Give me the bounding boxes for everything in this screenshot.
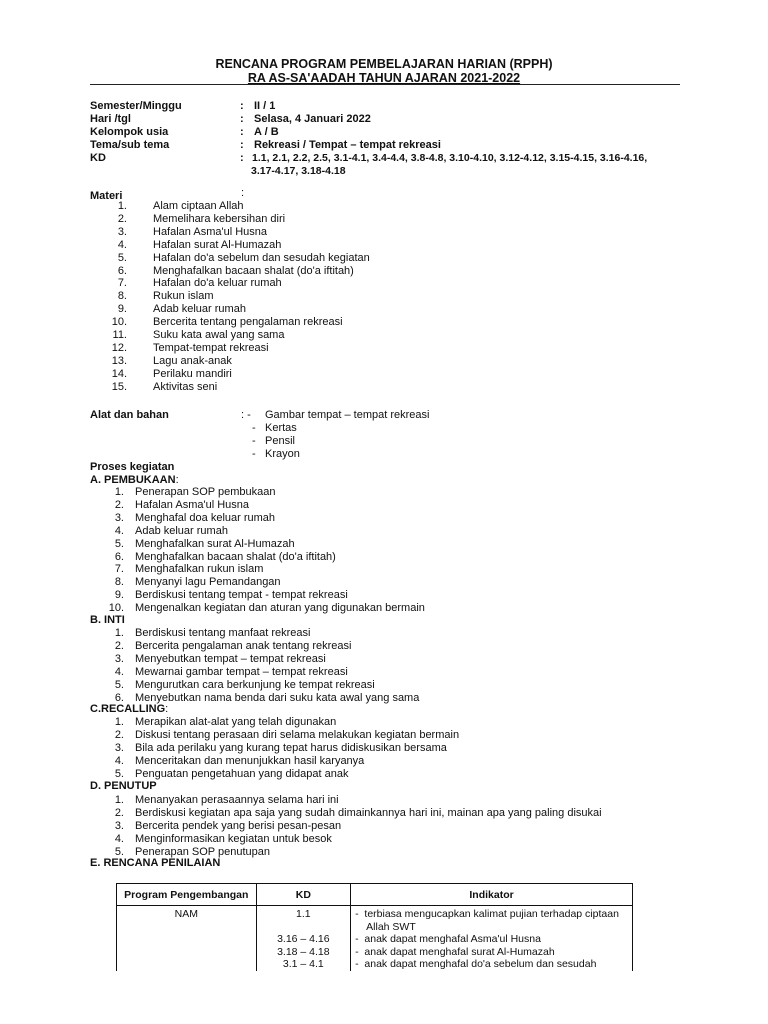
info-colon: : <box>240 139 244 151</box>
list-item: Suku kata awal yang sama <box>153 329 285 341</box>
info-colon: : <box>240 113 244 125</box>
info-value-hari: Selasa, 4 Januari 2022 <box>254 113 371 125</box>
list-item-number: 6. <box>114 550 124 563</box>
list-item: Alam ciptaan Allah <box>153 200 244 212</box>
kd-value: 3.1 – 4.1 <box>282 958 324 970</box>
list-item: Perilaku mandiri <box>153 367 232 380</box>
list-item: Mengurutkan cara berkunjung ke tempat rekreasi <box>135 678 375 691</box>
indikator-line: - anak dapat menghafal surat Al-Humazah <box>355 945 555 958</box>
kd-value: 1.1 <box>296 908 311 920</box>
proses-label: Proses kegiatan <box>90 461 175 473</box>
indikator-line: - anak dapat menghafal do'a sebelum dan sesudah <box>355 958 597 970</box>
list-item: Berdiskusi tentang manfaat rekreasi <box>135 627 311 639</box>
list-item: Hafalan Asma'ul Husna <box>153 225 267 238</box>
list-item: Penguatan pengetahuan yang didapat anak <box>135 767 349 780</box>
list-item-number: 7. <box>117 277 127 290</box>
list-item-number: 4. <box>114 665 124 678</box>
indikator-line: Allah SWT <box>355 920 416 933</box>
list-item-number: 15. <box>111 380 127 393</box>
list-item-number: 6. <box>117 264 127 277</box>
list-item-number: 8. <box>117 290 127 303</box>
list-item-number: 3. <box>117 225 127 238</box>
list-item: Menghafalkan rukun islam <box>135 563 264 576</box>
info-colon: : <box>240 126 244 138</box>
list-item-number: 12. <box>111 341 127 354</box>
pembukaan-label: A. PEMBUKAAN <box>90 474 176 486</box>
list-item-number: 3. <box>114 741 124 754</box>
alat-item: Krayon <box>265 448 300 460</box>
materi-colon: : <box>241 187 245 199</box>
title-divider <box>90 84 680 85</box>
list-item: Hafalan do'a keluar rumah <box>153 277 282 290</box>
list-item-number: 5. <box>114 845 124 858</box>
list-item: Menghafalkan bacaan shalat (do'a iftitah) <box>135 550 336 563</box>
list-item-number: 4. <box>114 754 124 767</box>
list-item: Menyebutkan nama benda dari suku kata awal yang sama <box>135 691 420 704</box>
list-item: Adab keluar rumah <box>153 303 246 316</box>
info-label-kelompok: Kelompok usia <box>90 126 169 138</box>
list-item-number: 1. <box>114 486 124 498</box>
list-item-number: 4. <box>114 524 124 537</box>
kd-value: 3.16 – 4.16 <box>277 933 330 945</box>
list-item-number: 13. <box>111 354 127 367</box>
list-item-number: 5. <box>114 678 124 691</box>
indikator-line: - terbiasa mengucapkan kalimat pujian terhadap ciptaan <box>355 908 619 920</box>
list-item-number: 1. <box>117 200 127 212</box>
alat-label: Alat dan bahan <box>90 409 169 421</box>
kd-value <box>257 921 350 934</box>
table-cell-program <box>117 906 257 971</box>
list-item: Bercerita tentang pengalaman rekreasi <box>153 316 343 329</box>
list-item: Hafalan surat Al-Humazah <box>153 238 282 251</box>
list-item: Hafalan Asma'ul Husna <box>135 498 249 511</box>
list-item-number: 3. <box>114 652 124 665</box>
list-item-number: 2. <box>117 212 127 225</box>
list-item-number: 2. <box>114 498 124 511</box>
info-colon: : <box>240 100 244 112</box>
info-value-semester: II / 1 <box>254 100 276 112</box>
list-item-number: 2. <box>114 728 124 741</box>
list-item: Lagu anak-anak <box>153 354 232 367</box>
list-item-number: 8. <box>114 576 124 589</box>
list-item: Penerapan SOP pembukaan <box>135 486 276 498</box>
list-item: Rukun islam <box>153 290 214 303</box>
list-item: Menghafalkan bacaan shalat (do'a iftitah) <box>153 264 354 277</box>
list-item: Menyanyi lagu Pemandangan <box>135 576 281 589</box>
kd-value: 3.18 – 4.18 <box>277 945 330 958</box>
list-item: Menyebutkan tempat – tempat rekreasi <box>135 652 326 665</box>
list-item: Diskusi tentang perasaan diri selama melakukan kegiatan bermain <box>135 728 460 741</box>
recalling-label: C.RECALLING <box>90 703 166 715</box>
info-value-kelompok: A / B <box>254 126 279 138</box>
table-header-program: Program Pengembangan <box>117 884 257 906</box>
list-item: Merapikan alat-alat yang telah digunakan <box>135 716 337 728</box>
list-item: Bila ada perilaku yang kurang tepat harus didiskusikan bersama <box>135 741 447 754</box>
info-label-semester: Semester/Minggu <box>90 100 182 112</box>
list-item-number: 5. <box>114 767 124 780</box>
list-item: Penerapan SOP penutupan <box>135 845 270 858</box>
info-colon: : <box>240 152 244 164</box>
info-label-kd: KD <box>90 152 106 164</box>
list-item: Bercerita pengalaman anak tentang rekreasi <box>135 639 352 652</box>
list-item: Tempat-tempat rekreasi <box>153 341 269 354</box>
materi-label: Materi <box>90 190 123 202</box>
list-item-number: 10. <box>108 602 124 615</box>
list-item-number: 9. <box>117 303 127 316</box>
document-title-line2: RA AS-SA'AADAH TAHUN AJARAN 2021-2022 <box>247 71 521 85</box>
list-item-number: 3. <box>114 819 124 832</box>
list-item: Mewarnai gambar tempat – tempat rekreasi <box>135 665 348 678</box>
list-item-number: 2. <box>114 806 124 819</box>
list-item-number: 2. <box>114 639 124 652</box>
list-item: Mengenalkan kegiatan dan aturan yang digunakan bermain <box>135 602 425 615</box>
list-item: Menghafalkan surat Al-Humazah <box>135 537 295 550</box>
list-item: Adab keluar rumah <box>135 524 228 537</box>
list-item-number: 4. <box>114 832 124 845</box>
info-label-hari: Hari /tgl <box>90 113 131 125</box>
list-item: Aktivitas seni <box>153 380 218 393</box>
alat-item: Gambar tempat – tempat rekreasi <box>265 409 430 421</box>
section-penilaian-heading: E. RENCANA PENILAIAN <box>90 857 221 869</box>
document-title-line1: RENCANA PROGRAM PEMBELAJARAN HARIAN (RPPH) <box>215 57 553 71</box>
info-value-kd-cont: 3.17-4.17, 3.18-4.18 <box>251 165 346 177</box>
list-item-number: 1. <box>114 627 124 639</box>
section-inti-heading: B. INTI <box>90 614 125 626</box>
pembukaan-suffix: : <box>175 474 179 486</box>
list-item: Menanyakan perasaannya selama hari ini <box>135 794 339 806</box>
section-recalling-heading <box>90 703 168 715</box>
list-item-number: 5. <box>114 537 124 550</box>
info-label-tema: Tema/sub tema <box>90 139 170 151</box>
section-pembukaan-heading <box>90 474 179 486</box>
list-item-number: 11. <box>112 329 127 341</box>
list-item-number: 14. <box>111 367 127 380</box>
list-item-number: 4. <box>117 238 127 251</box>
list-item-number: 9. <box>114 589 124 602</box>
table-header-kd: KD <box>256 884 350 906</box>
penilaian-table <box>116 883 633 971</box>
list-item: Memelihara kebersihan diri <box>153 212 286 225</box>
bullet-dash: - <box>252 422 256 434</box>
list-item-number: 1. <box>114 716 124 728</box>
program-value: NAM <box>174 908 198 920</box>
list-item-number: 1. <box>114 794 124 806</box>
list-item-number: 5. <box>117 251 127 264</box>
alat-item: Kertas <box>265 422 297 434</box>
list-item-number: 3. <box>114 511 124 524</box>
bullet-dash: - <box>252 448 256 460</box>
list-item: Hafalan do'a sebelum dan sesudah kegiatan <box>153 251 370 264</box>
list-item: Menginformasikan kegiatan untuk besok <box>135 832 332 845</box>
alat-item: Pensil <box>265 435 295 447</box>
list-item: Berdiskusi tentang tempat - tempat rekreasi <box>135 589 348 602</box>
section-penutup-heading: D. PENUTUP <box>90 780 157 792</box>
list-item: Bercerita pendek yang berisi pesan-pesan <box>135 819 342 832</box>
indikator-line: - anak dapat menghafal Asma'ul Husna <box>355 933 541 945</box>
list-item-number: 7. <box>114 563 124 576</box>
table-cell-kd <box>256 906 350 971</box>
alat-colon-dash: : - <box>241 409 251 421</box>
list-item-number: 6. <box>114 691 124 704</box>
info-value-kd: 1.1, 2.1, 2.2, 2.5, 3.1-4.1, 3.4-4.4, 3.8-4.8, 3.10-4.10, 3.12-4.12, 3.15-4.15, 3.16-4.16, <box>252 152 648 164</box>
table-row <box>117 906 633 971</box>
recalling-suffix: : <box>165 703 169 715</box>
table-header-row <box>117 884 633 906</box>
list-item: Menghafal doa keluar rumah <box>135 511 276 524</box>
info-value-tema: Rekreasi / Tempat – tempat rekreasi <box>254 139 441 151</box>
list-item: Menceritakan dan menunjukkan hasil karyanya <box>135 754 365 767</box>
list-item-number: 10. <box>111 316 127 329</box>
table-cell-indikator <box>351 906 633 971</box>
table-header-indikator: Indikator <box>351 884 633 906</box>
list-item: Berdiskusi kegiatan apa saja yang sudah dimainkannya hari ini, mainan apa yang paling disukai <box>135 806 602 819</box>
bullet-dash: - <box>252 435 256 447</box>
